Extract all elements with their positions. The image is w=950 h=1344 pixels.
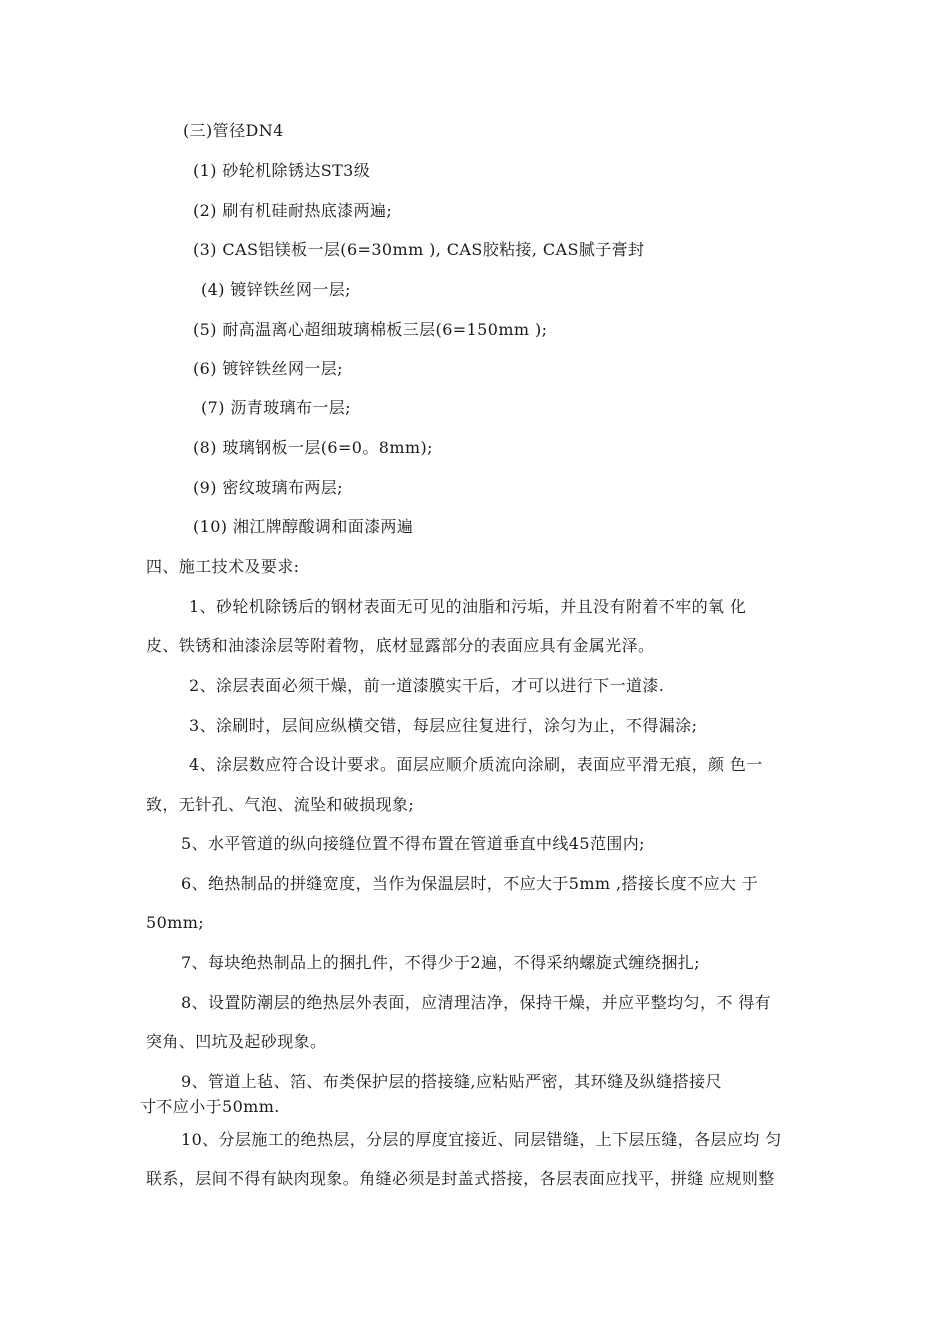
- list-item: (5) 耐高温离心超细玻璃棉板三层(6=150mm );: [193, 320, 548, 339]
- list-item: (1) 砂轮机除锈达ST3级: [193, 161, 371, 180]
- list-item: (4) 镀锌铁丝网一层;: [201, 280, 351, 299]
- list-item: (8) 玻璃钢板一层(6=0。8mm);: [193, 438, 433, 457]
- paragraph-line: 9、管道上毡、箔、布类保护层的搭接缝,应粘贴严密，其环缝及纵缝搭接尺: [181, 1072, 722, 1091]
- subsection-title: (三)管径DN4: [183, 121, 284, 140]
- paragraph-line: 6、绝热制品的拼缝宽度，当作为保温层时，不应大于5mm ,搭接长度不应大 于: [181, 874, 759, 893]
- list-item: (3) CAS铝镁板一层(6=30mm ), CAS胶粘接, CAS腻子膏封: [193, 240, 645, 259]
- paragraph-line: 皮、铁锈和油漆涂层等附着物，底材显露部分的表面应具有金属光泽。: [146, 636, 655, 655]
- paragraph-line: 5、水平管道的纵向接缝位置不得布置在管道垂直中线45范围内;: [181, 834, 645, 853]
- paragraph-line: 8、设置防潮层的绝热层外表面，应清理洁净，保持干燥，并应平整均匀，不 得有: [181, 993, 772, 1012]
- section-title: 四、施工技术及要求:: [146, 557, 300, 576]
- paragraph-line: 4、涂层数应符合设计要求。面层应顺介质流向涂刷，表面应平滑无痕，颜 色一: [189, 755, 763, 774]
- list-item: (6) 镀锌铁丝网一层;: [193, 359, 343, 378]
- paragraph-line: 联系，层间不得有缺肉现象。角缝必须是封盖式搭接，各层表面应找平，拼缝 应规则整: [146, 1169, 775, 1188]
- paragraph-line: 寸不应小于50mm.: [140, 1097, 280, 1116]
- paragraph-line: 50mm;: [146, 913, 205, 932]
- paragraph-line: 突角、凹坑及起砂现象。: [146, 1032, 327, 1051]
- paragraph-line: 10、分层施工的绝热层，分层的厚度宜接近、同层错缝，上下层压缝，各层应均 匀: [181, 1130, 782, 1149]
- list-item: (7) 沥青玻璃布一层;: [201, 398, 351, 417]
- list-item: (10) 湘江牌醇酸调和面漆两遍: [193, 517, 414, 536]
- list-item: (9) 密纹玻璃布两层;: [193, 478, 343, 497]
- paragraph-line: 致，无针孔、气泡、流坠和破损现象;: [146, 795, 415, 814]
- paragraph-line: 2、涂层表面必须干燥，前一道漆膜实干后，才可以进行下一道漆.: [189, 676, 665, 695]
- paragraph-line: 1、砂轮机除锈后的钢材表面无可见的油脂和污垢，并且没有附着不牢的氧 化: [189, 597, 747, 616]
- list-item: (2) 刷有机硅耐热底漆两遍;: [193, 201, 393, 220]
- paragraph-line: 3、涂刷时，层间应纵横交错，每层应往复进行，涂匀为止，不得漏涂;: [189, 716, 698, 735]
- paragraph-line: 7、每块绝热制品上的捆扎件，不得少于2遍，不得采纳螺旋式缠绕捆扎;: [181, 953, 700, 972]
